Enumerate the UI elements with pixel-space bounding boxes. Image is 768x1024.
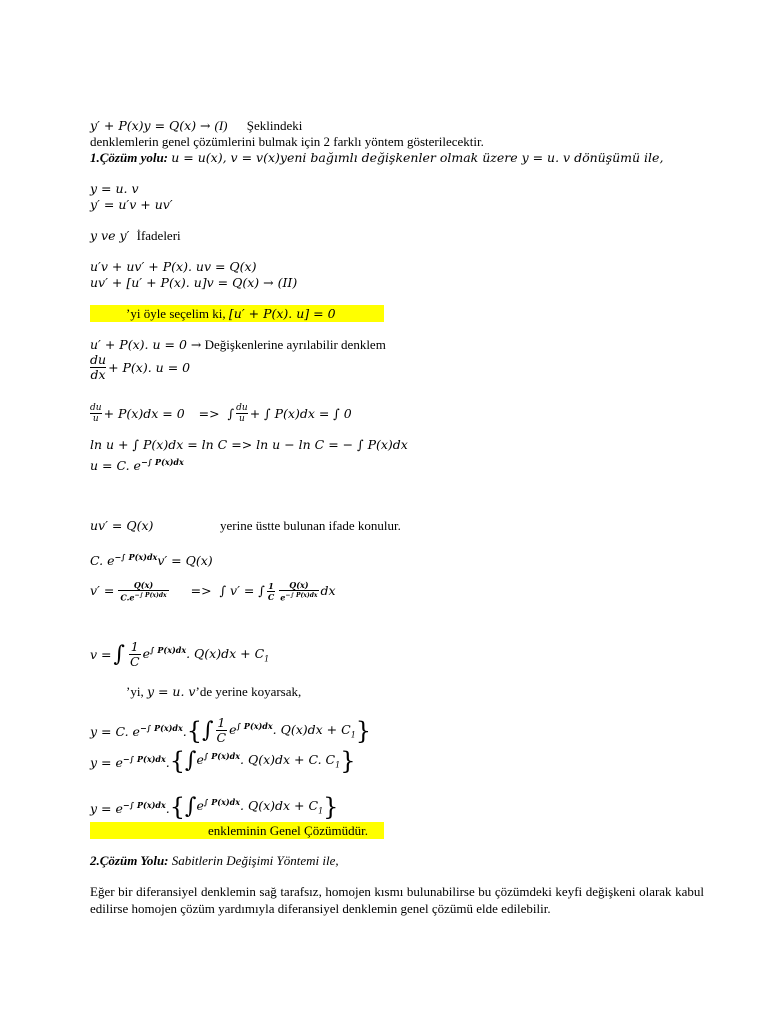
eq-y-cc1: $y = e^{-\int P(x)dx}$. { ∫ $e^{\int P(x)dx}$. Q(x)dx + C. $C_1$ } <box>90 746 356 775</box>
frac-dx: dx <box>90 367 106 382</box>
eq-y-final: $y = e^{-\int P(x)dx}$. { ∫ $e^{\int P(x)dx}$. $Q(x)dx + C_1$ } <box>90 792 339 821</box>
uvprime-math: uv′ = Q(x) <box>90 518 154 533</box>
eq-y-prime: y′ = u′v + uv′ <box>90 197 173 212</box>
method1-line <box>90 150 663 166</box>
separable-text: Değişkenlerine ayrılabilir denklem <box>204 337 386 352</box>
substitute-text-2: ’de yerine koyarsak, <box>195 684 302 699</box>
method1-title: 1.Çözüm yolu: <box>90 150 169 165</box>
intro-line: denklemlerin genel çözümlerini bulmak için 2 farklı yöntem gösterilecektir. <box>90 134 484 149</box>
equation-main <box>90 118 302 134</box>
substitute-line <box>126 684 301 700</box>
ifadeleri-text: İfadeleri <box>136 228 181 243</box>
seklindeki-text: Şeklindeki <box>246 118 303 133</box>
eq-II: uv′ + [u′ + P(x). u]v = Q(x) → (II) <box>90 275 298 290</box>
separable-line <box>90 337 386 353</box>
eq-integrate: du u + P(x)dx = 0 => ∫ du u + ∫ P(x)dx = ∫ 0 <box>90 403 352 424</box>
dudx-rest: + P(x). u = 0 <box>108 359 191 375</box>
highlighted-condition <box>126 306 336 322</box>
equation-main-label: (I) <box>214 118 228 133</box>
uvprime-line <box>90 518 401 534</box>
method2-paragraph: Eğer bir diferansiyel denklemin sağ tarafsız, homojen kısmı bulunabilirse bu çözümdeki keyfi değişkeni olarak kabul edilirse homojen çözüm yardımıyla diferansiyel denklemin genel çözümü elde edilebilir. <box>90 884 704 916</box>
eq-y-full: y = C. $e^{-\int P(x)dx}$. { ∫ 1 C $e^{\int P(x)dx}$. $Q(x)dx + C_1$ } <box>90 715 372 745</box>
method2-desc: Sabitlerin Değişimi Yöntemi ile, <box>171 853 339 868</box>
general-solution-text: enkleminin Genel Çözümüdür. <box>208 823 368 838</box>
eq-substituted: u′v + uv′ + P(x). uv = Q(x) <box>90 259 257 274</box>
eq-ce-vprime: C. $e^{-\int P(x)dx}v' = Q(x)$ <box>90 552 213 569</box>
eq-dudx <box>90 352 190 382</box>
substitute-text-1: ’yi, <box>126 684 147 699</box>
condition-math: [u′ + P(x). u] = 0 <box>228 306 336 321</box>
method1-desc: u = u(x), v = v(x)yeni bağımlı değişkenler olmak üzere y = u. v dönüşümü ile, <box>171 150 664 165</box>
separable-math: u′ + P(x). u = 0 → <box>90 337 202 352</box>
ifadeleri-line <box>90 228 181 244</box>
uvprime-text: yerine üstte bulunan ifade konulur. <box>220 518 401 533</box>
equation-main-math: y′ + P(x)y = Q(x) → <box>90 118 215 133</box>
eq-ln: ln u + ∫ P(x)dx = ln C => ln u − ln C = − ∫ P(x)dx <box>90 437 408 452</box>
eq-v: v = ∫ 1 C $e^{\int P(x)dx}$. $Q(x)dx + C_1$ <box>90 639 270 669</box>
eq-vprime: v′ = $\frac{Q(x)}{C.e^{-\int P(x)dx}}$ => ∫ v′ = ∫ 1 C Q(x) $e^{-\int P(x)dx}$ dx <box>90 580 336 603</box>
method2-title: 2.Çözüm Yolu: <box>90 853 169 868</box>
condition-text: ’yi öyle seçelim ki, <box>126 306 229 321</box>
substitute-math: y = u. v <box>146 684 196 699</box>
frac-du: du <box>90 352 107 367</box>
method2-line <box>90 853 339 869</box>
eq-u-solution: u = C. $e^{-\int P(x)dx}$ <box>90 457 184 474</box>
eq-y-uv: y = u. v <box>90 181 139 196</box>
y-and-yprime: y ve y′ <box>90 228 130 243</box>
